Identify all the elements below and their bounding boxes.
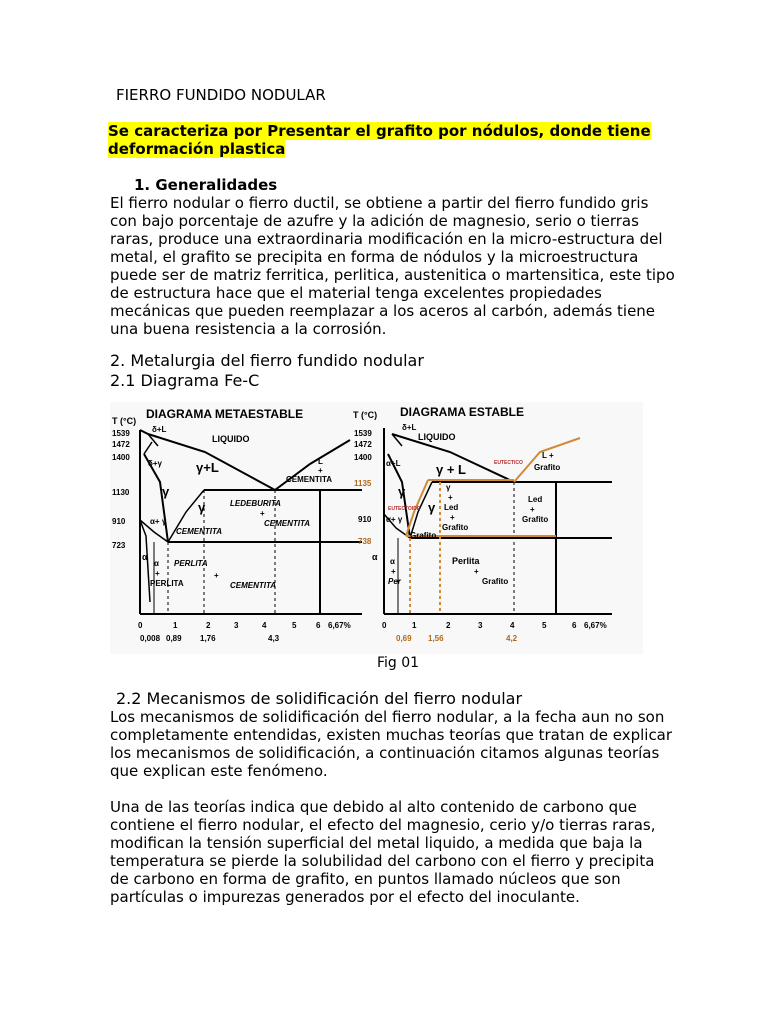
page-title: FIERRO FUNDIDO NODULAR (116, 86, 326, 104)
left-x-tick: 2 (206, 621, 211, 630)
left-x-tick: 6,67% (328, 621, 351, 630)
left-phase-label: L (318, 457, 323, 466)
right-phase-label: EUTECTICO (494, 460, 523, 466)
right-phase-label: + (474, 567, 479, 576)
right-temp-tick: 1539 (354, 429, 372, 438)
right-phase-label: Grafito (482, 577, 509, 586)
left-phase-label: CEMENTITA (230, 581, 277, 590)
paragraph-line: mecánicas que pueden reemplazar a los aceros al carbón, además tiene (110, 302, 656, 320)
right-phase-label: γ (398, 484, 406, 499)
left-phase-label: α+ γ (150, 517, 167, 526)
right-composition: 1,56 (428, 634, 444, 643)
right-composition: 4,2 (506, 634, 518, 643)
fe-c-diagram-figure (110, 402, 643, 654)
right-x-tick: 0 (382, 621, 387, 630)
paragraph-line: El fierro nodular o fierro ductil, se obtiene a partir del fierro fundido gris (110, 194, 649, 212)
left-phase-label: + (214, 571, 219, 580)
paragraph-line: Los mecanismos de solidificación del fierro nodular, a la fecha aun no son (110, 708, 665, 726)
left-x-tick: 1 (173, 621, 178, 630)
right-phase-label: γ + L (436, 462, 466, 477)
right-phase-label: α (390, 557, 395, 566)
left-phase-label: + (155, 569, 160, 578)
right-x-tick: 6 (572, 621, 577, 630)
right-phase-label: γ (428, 500, 436, 515)
right-x-tick: 3 (478, 621, 483, 630)
paragraph-line: metal, el grafito se precipita en forma de nódulos y la microestructura (110, 248, 639, 266)
paragraph-line: una buena resistencia a la corrosión. (110, 320, 387, 338)
left-phase-label: γ+L (196, 460, 219, 475)
left-phase-label: + (318, 466, 323, 475)
left-x-tick: 3 (234, 621, 239, 630)
left-phase-label: α (154, 559, 159, 568)
right-composition: 0,69 (396, 634, 412, 643)
left-phase-label: PERLITA (150, 579, 184, 588)
left-phase-label: CEMENTITA (286, 475, 333, 484)
left-diagram-title: DIAGRAMA METAESTABLE (146, 407, 304, 421)
right-phase-label: L + (542, 451, 554, 460)
left-composition: 0,008 (140, 634, 161, 643)
right-phase-label: Led (444, 503, 459, 512)
left-composition: 1,76 (200, 634, 216, 643)
right-x-tick: 6,67% (584, 621, 607, 630)
paragraph-line: completamente entendidas, existen muchas teorías que tratan de explicar (110, 726, 673, 744)
left-temp-tick: 1539 (112, 429, 130, 438)
left-phase-label: α (142, 552, 148, 562)
paragraph-line: modifican la tensión superficial del metal liquido, a medida que baja la (110, 834, 643, 852)
right-phase-label: + (530, 505, 535, 514)
section-1-heading: 1. Generalidades (134, 176, 278, 194)
right-phase-label: γ (446, 483, 451, 492)
paragraph-line: Una de las teorías indica que debido al alto contenido de carbono que (110, 798, 637, 816)
right-phase-label: α+ γ (386, 515, 403, 524)
left-temp-tick: 1130 (112, 488, 130, 497)
left-phase-label: CEMENTITA (176, 527, 223, 536)
paragraph-line: los mecanismos de solidificación, a continuación citamos algunas teorías (110, 744, 660, 762)
paragraph-line: con bajo porcentaje de azufre y la adición de magnesio, serio o tierras (110, 212, 639, 230)
left-temp-tick: 723 (112, 541, 126, 550)
highlight-line: deformación plastica (108, 140, 286, 158)
paragraph-line: puede ser de matriz ferritica, perlitica, austenitica o martensitica, este tipo (110, 266, 675, 284)
left-phase-label: CEMENTITA (264, 519, 311, 528)
right-phase-label: LIQUIDO (418, 432, 456, 442)
paragraph-line: temperatura se pierde la solubilidad del carbono con el fierro y precipita (110, 852, 655, 870)
right-diagram-title: DIAGRAMA ESTABLE (400, 405, 524, 419)
right-temp-tick: 1135 (354, 479, 372, 488)
figure-caption: Fig 01 (377, 655, 420, 671)
left-phase-label: LIQUIDO (212, 434, 250, 444)
left-temp-tick: 910 (112, 517, 126, 526)
left-temp-tick: 1472 (112, 440, 130, 449)
paragraph-line: que explican este fenómeno. (110, 762, 328, 780)
left-t-axis-label: T (°C) (112, 416, 137, 426)
right-phase-label: Perlita (452, 556, 480, 566)
right-phase-label: α (372, 552, 378, 562)
right-phase-label: Per (388, 577, 401, 586)
right-x-tick: 5 (542, 621, 547, 630)
right-phase-label: Grafito (522, 515, 549, 524)
right-temp-tick: 910 (358, 515, 372, 524)
left-composition: 0,89 (166, 634, 182, 643)
paragraph-line: raras, produce una extraordinaria modificación en la micro-estructura del (110, 230, 663, 248)
right-phase-label: Grafito (442, 523, 469, 532)
left-phase-label: LEDEBURITA (230, 499, 281, 508)
right-phase-label: + (448, 493, 453, 502)
left-x-tick: 5 (292, 621, 297, 630)
right-t-axis-label: T (°C) (353, 410, 378, 420)
right-phase-label: Grafito (534, 463, 561, 472)
right-phase-label: Grafito (410, 531, 437, 540)
right-temp-tick: 1400 (354, 453, 372, 462)
left-x-tick: 0 (138, 621, 143, 630)
left-phase-label: δ+γ (148, 459, 162, 468)
right-phase-label: EUTECTOIDE (388, 506, 421, 512)
right-phase-label: + (450, 513, 455, 522)
right-phase-label: Led (528, 495, 543, 504)
section-2-heading: 2. Metalurgia del fierro fundido nodular (110, 351, 424, 370)
left-phase-label: + (260, 509, 265, 518)
paragraph-line: partículas o impurezas generados por el efecto del inoculante. (110, 888, 580, 906)
left-temp-tick: 1400 (112, 453, 130, 462)
right-phase-label: δ+L (402, 423, 417, 432)
right-x-tick: 1 (412, 621, 417, 630)
paragraph-line: de carbono en forma de grafito, en puntos llamado núcleos que son (110, 870, 621, 888)
right-x-tick: 2 (446, 621, 451, 630)
left-phase-label: γ (198, 500, 206, 515)
highlight-text (108, 122, 651, 158)
left-x-tick: 6 (316, 621, 321, 630)
right-x-tick: 4 (510, 621, 515, 630)
section-2-1-heading: 2.1 Diagrama Fe-C (110, 371, 260, 390)
left-composition: 4,3 (268, 634, 280, 643)
section-2-2-heading: 2.2 Mecanismos de solidificación del fierro nodular (116, 689, 523, 708)
paragraph-line: contiene el fierro nodular, el efecto del magnesio, cerio y/o tierras raras, (110, 816, 656, 834)
left-phase-label: γ (162, 484, 170, 499)
left-phase-label: δ+L (152, 425, 167, 434)
right-temp-tick: 738 (358, 537, 372, 546)
left-phase-label: PERLITA (174, 559, 208, 568)
highlight-line: Se caracteriza por Presentar el grafito por nódulos, donde tiene (108, 122, 651, 140)
right-temp-tick: 1472 (354, 440, 372, 449)
paragraph-line: de estructura hace que el material tenga excelentes propiedades (110, 284, 602, 302)
right-phase-label: + (391, 567, 396, 576)
left-x-tick: 4 (262, 621, 267, 630)
right-phase-label: α+L (386, 459, 401, 468)
